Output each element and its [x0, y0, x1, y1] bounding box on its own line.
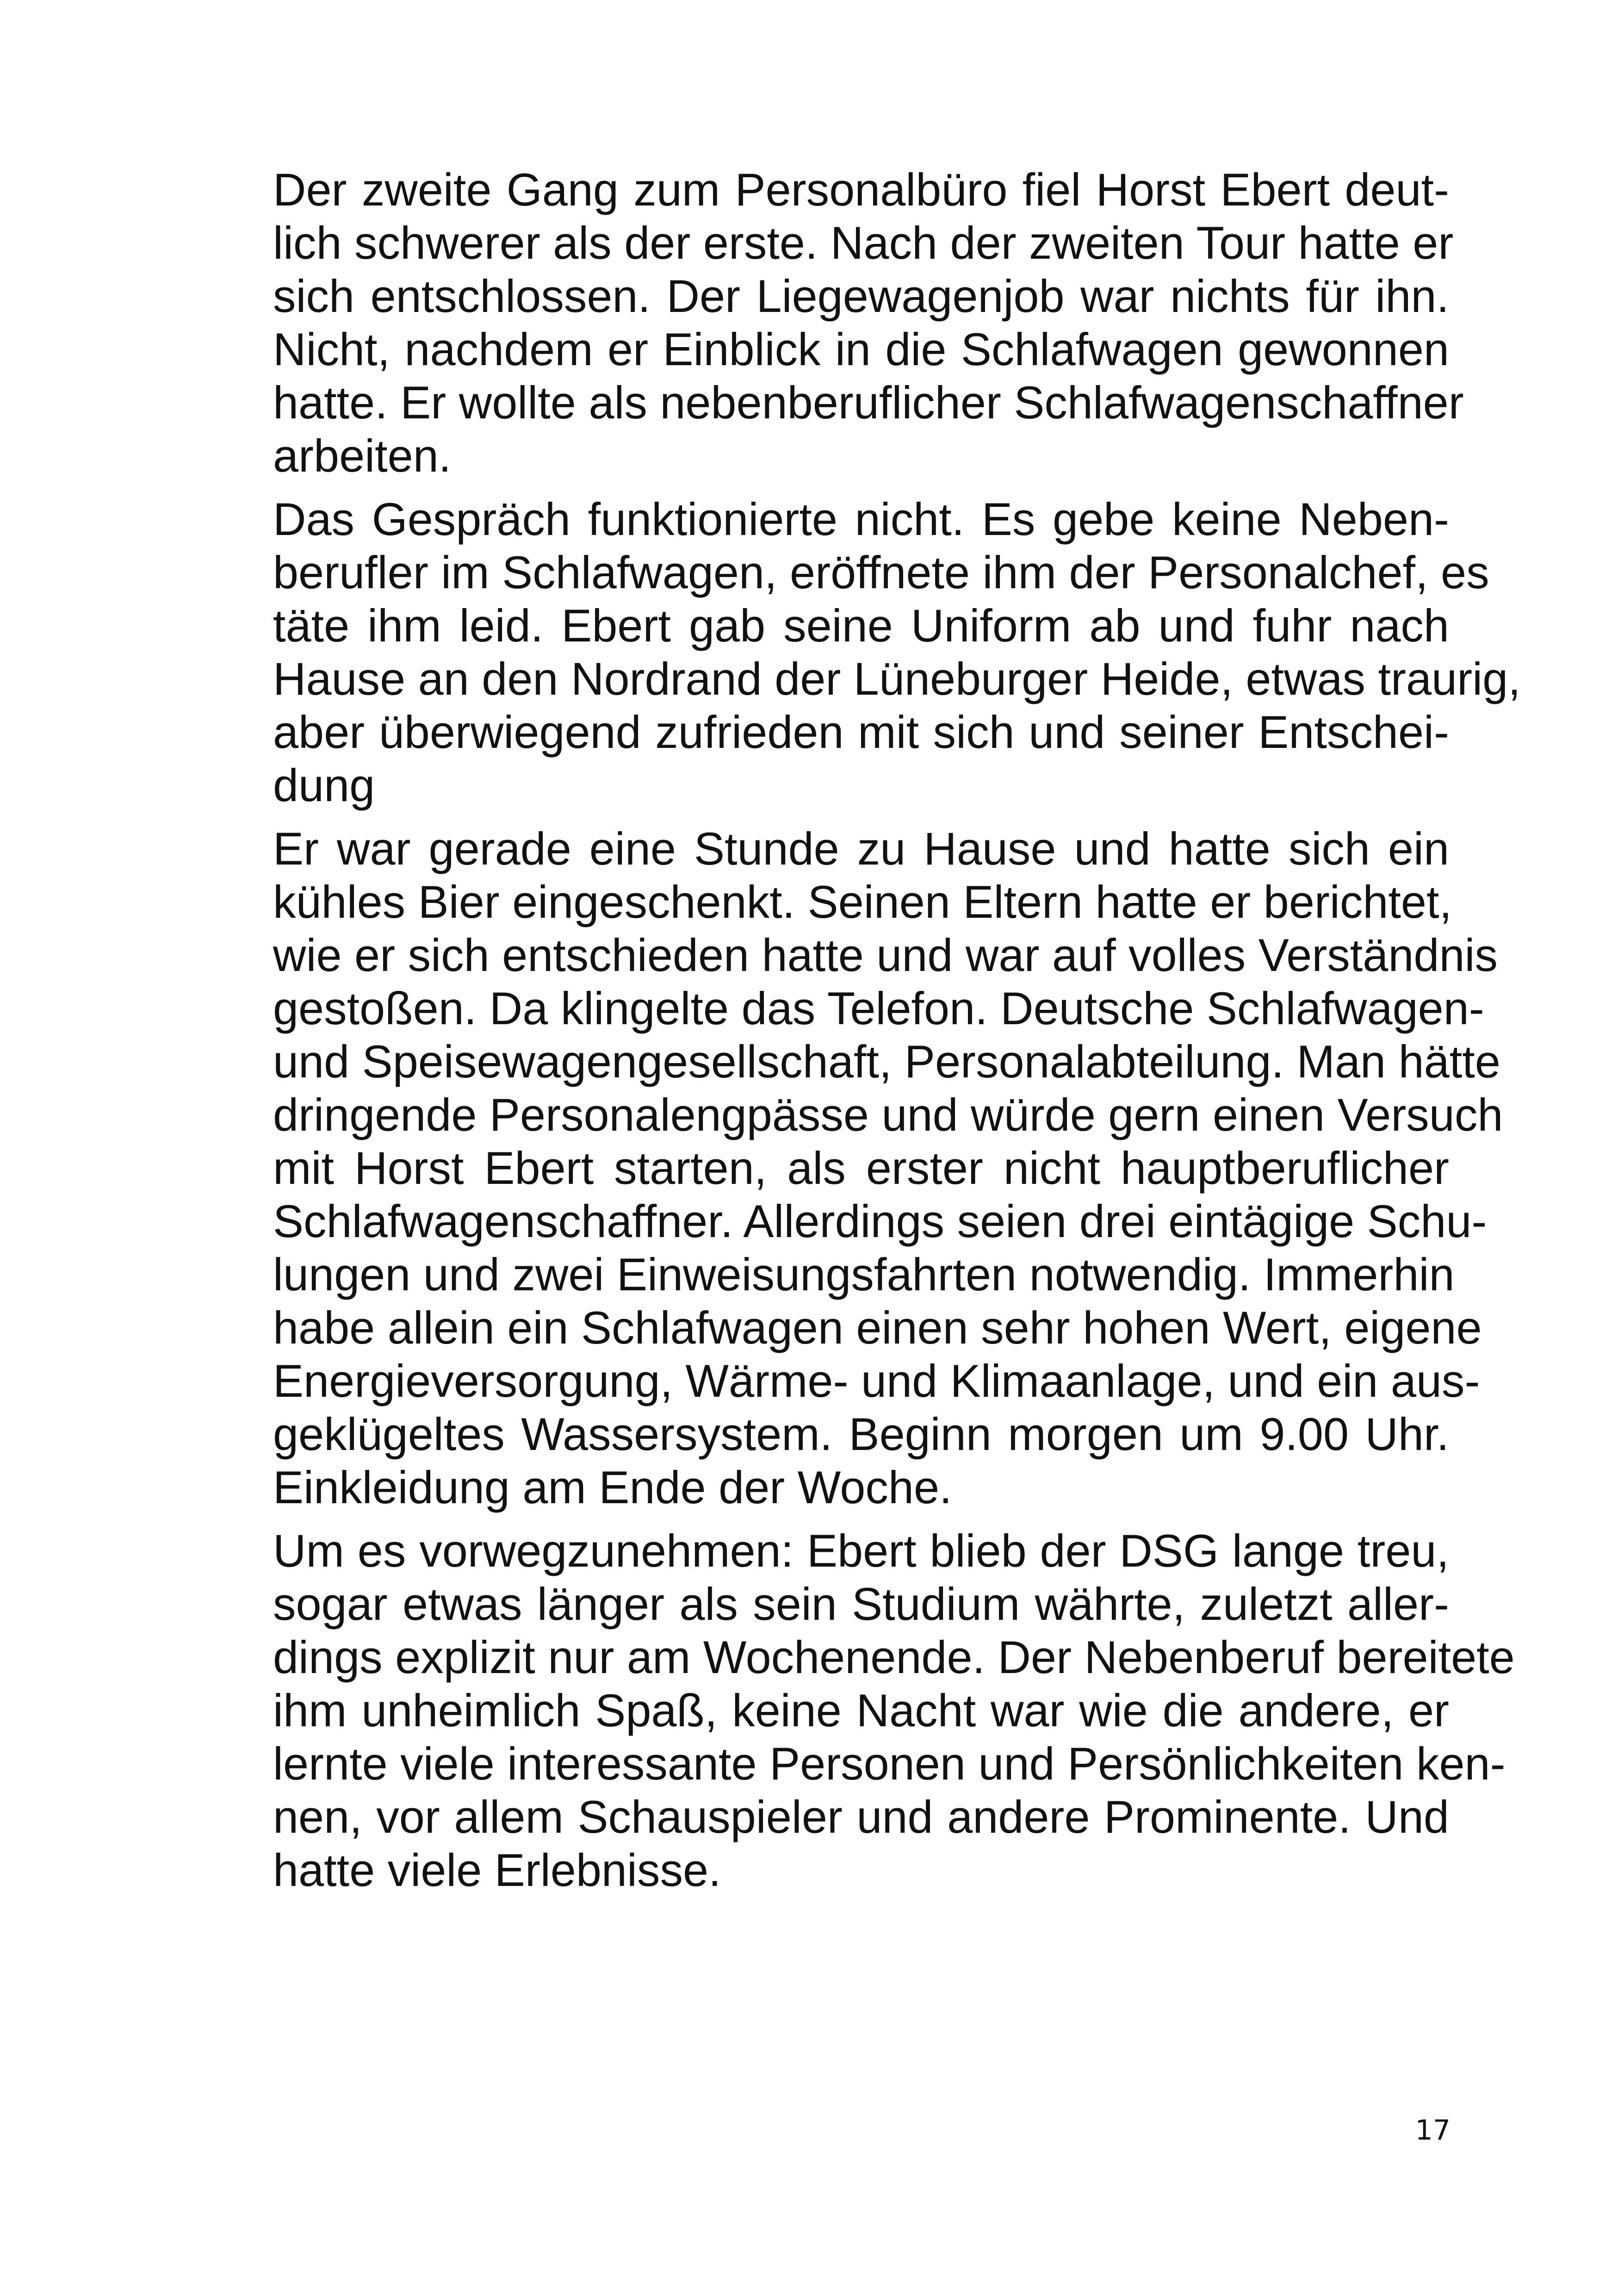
- text-line: nen, vor allem Schauspieler und andere Prominente. Und: [273, 1791, 1449, 1842]
- body-text: [218, 163, 1521, 1907]
- text-line: Nicht, nachdem er Einblick in die Schlafwagen gewonnen: [273, 324, 1449, 375]
- text-line: hatte. Er wollte als nebenberuflicher Schlafwagenschaffner: [273, 377, 1464, 428]
- paragraph-4: [218, 1524, 1515, 1897]
- text-line: berufler im Schlafwagen, eröffnete ihm der Personalchef, es: [273, 547, 1489, 598]
- text-line: lich schwerer als der erste. Nach der zweiten Tour hatte er: [273, 217, 1454, 268]
- paragraph-2: [218, 492, 1521, 812]
- text-line: aber überwiegend zufrieden mit sich und seiner Entschei-: [273, 706, 1449, 758]
- text-line: Der zweite Gang zum Personalbüro fiel Horst Ebert deut-: [273, 164, 1449, 215]
- text-line: dings explizit nur am Wochenende. Der Nebenberuf bereitete: [273, 1631, 1515, 1683]
- text-line: sogar etwas länger als sein Studium währte, zuletzt aller-: [273, 1578, 1449, 1630]
- text-line: dung: [273, 759, 375, 811]
- text-line: dringende Personalengpässe und würde gern einen Versuch: [273, 1089, 1503, 1140]
- paragraph-3: [218, 822, 1503, 1514]
- text-line: Hause an den Nordrand der Lüneburger Heide, etwas traurig,: [273, 653, 1521, 704]
- page-number: 17: [1415, 2114, 1451, 2147]
- text-line: kühles Bier eingeschenkt. Seinen Eltern hatte er berichtet,: [273, 876, 1452, 927]
- text-line: habe allein ein Schlafwagen einen sehr hohen Wert, eigene: [273, 1302, 1482, 1353]
- text-line: Energieversorgung, Wärme- und Klimaanlage, und ein aus-: [273, 1355, 1480, 1406]
- text-line: ihm unheimlich Spaß, keine Nacht war wie die andere, er: [273, 1685, 1449, 1736]
- text-line: gestoßen. Da klingelte das Telefon. Deutsche Schlafwagen-: [273, 983, 1484, 1034]
- text-line: geklügeltes Wassersystem. Beginn morgen um 9.00 Uhr.: [273, 1408, 1449, 1460]
- paragraph-1: [218, 163, 1464, 482]
- text-line: lernte viele interessante Personen und Persönlichkeiten ken-: [273, 1738, 1506, 1789]
- text-line: arbeiten.: [273, 430, 452, 481]
- text-line: hatte viele Erlebnisse.: [273, 1844, 721, 1896]
- text-line: lungen und zwei Einweisungsfahrten notwendig. Immerhin: [273, 1249, 1455, 1300]
- text-line: wie er sich entschieden hatte und war auf volles Verständnis: [273, 929, 1498, 981]
- text-line: Um es vorwegzunehmen: Ebert blieb der DSG lange treu,: [273, 1525, 1449, 1576]
- text-line: täte ihm leid. Ebert gab seine Uniform ab und fuhr nach: [273, 600, 1449, 651]
- text-line: und Speisewagengesellschaft, Personalabteilung. Man hätte: [273, 1036, 1500, 1087]
- text-line: Schlafwagenschaffner. Allerdings seien drei eintägige Schu-: [273, 1195, 1487, 1247]
- text-line: sich entschlossen. Der Liegewagenjob war nichts für ihn.: [273, 270, 1449, 322]
- text-line: Er war gerade eine Stunde zu Hause und hatte sich ein: [273, 823, 1449, 874]
- text-line: Das Gespräch funktionierte nicht. Es gebe keine Neben-: [273, 493, 1449, 545]
- text-line: mit Horst Ebert starten, als erster nicht hauptberuflicher: [273, 1142, 1449, 1194]
- text-line: Einkleidung am Ende der Woche.: [273, 1462, 952, 1513]
